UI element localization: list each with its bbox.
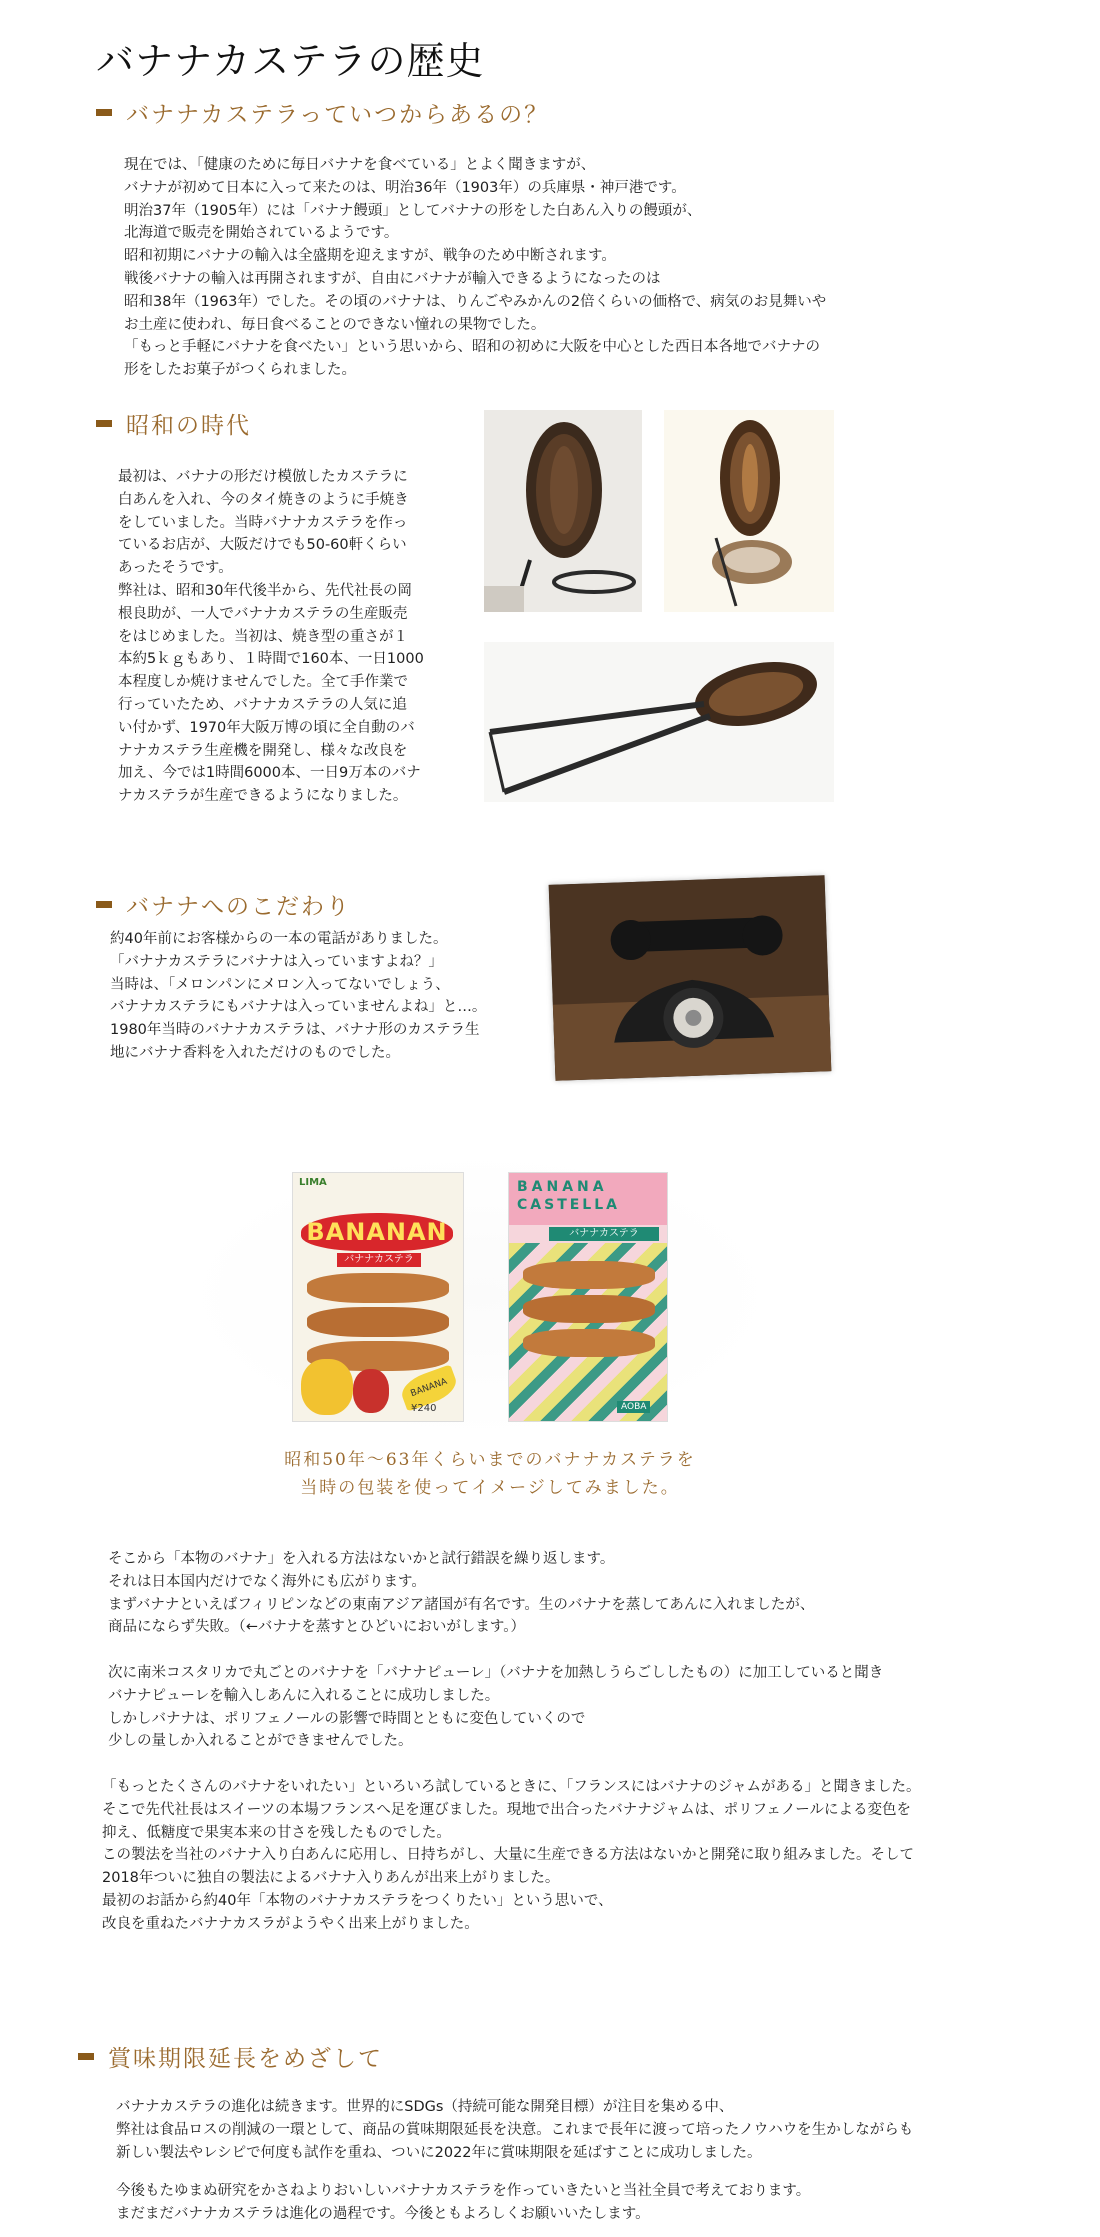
- heading-bar-icon: [96, 901, 112, 908]
- trial-paragraph-3: 「もっとたくさんのバナナをいれたい」といろいろ試しているときに、「フランスにはバナナのジャムがある」と聞きました。 そこで先代社長はスイーツの本場フランスへ足を運びました。現地で出合ったバナナジャムは、ポリフェノールによる変色を 抑え、低糖度で果実本来の甘さを残したものでした。 この製法を当社のバナナ入り白あんに応用し、日持ちがし、大量に生産できる方法はないかと開発に取り組みました。そして 2018年ついに独自の製法によるバナナ入りあんが出来上がりました。 最初のお話から約40年「本物のバナナカステラをつくりたい」という思いで、 改良を重ねたバナナカスラがようやく出来上がりました。: [102, 1779, 921, 1932]
- section-heading-showa-text: 昭和の時代: [126, 413, 251, 439]
- elephant-mascot-icon: [301, 1359, 353, 1415]
- showa-paragraph: 最初は、バナナの形だけ模倣したカステラに 白あんを入れ、今のタイ焼きのように手焼き をしていました。当時バナナカステラを作っ ているお店が、大阪だけでも50-60軒くらい あったそうです。 弊社は、昭和30年代後半から、先代社長の岡 根良助が、一人でバナナカステラの生産販売 をはじめました。当初は、焼き型の重さが１ 本約5ｋｇもあり、１時間で160本、一日1000 本程度しか焼けませんでした。全て手作業で 行っていたため、バナナカステラの人気に追 い付かず、1970年大阪万博の頃に全自動のバ ナナカステラ生産機を開発し、様々な改良を 加え、今では1時間6000本、一日9万本のバナ ナカステラが生産できるようになりました。: [118, 469, 424, 805]
- heading-bar-icon: [78, 2053, 94, 2060]
- trial-paragraph-1: そこから「本物のバナナ」を入れる方法はないかと試行錯誤を繰り返します。 それは日本国内だけでなく海外にも広がります。 まずバナナといえばフィリピンなどの東南アジア諸国が有名です。生のバナナを蒸してあんに入れましたが、 商品にならず失敗。（←バナナを蒸すとひどいにおいがします。）: [108, 1551, 815, 1636]
- section-heading-shelflife: [78, 2040, 383, 2073]
- package-title-line1: BANANA: [517, 1179, 608, 1195]
- mold-photo-2: [664, 410, 834, 612]
- castella-piece: [307, 1273, 449, 1303]
- package2-subtitle: バナナカステラ: [549, 1227, 659, 1241]
- kodawari-paragraph: 約40年前にお客様からの一本の電話がありました。 「バナナカステラにバナナは入っていますよね？」 当時は、「メロンパンにメロン入ってないでしょう、 バナナカステラにもバナナは入っていませんよね」と…。 1980年当時のバナナカステラは、バナナ形のカステラ生 地にバナナ香料を入れただけのものでした。: [110, 931, 487, 1061]
- heading-bar-icon: [96, 420, 112, 427]
- package-backdrop: [200, 1160, 760, 1430]
- origin-paragraph: 現在では、「健康のために毎日バナナを食べている」とよく聞きますが、 バナナが初めて日本に入って来たのは、明治36年（1903年）の兵庫県・神戸港です。 明治37年（1905年）には「バナナ饅頭」としてバナナの形をした白あん入りの饅頭が、 北海道で販売を開始されているようです。 昭和初期にバナナの輸入は全盛期を迎えますが、戦争のため中断されます。 戦後バナナの輸入は再開されますが、自由にバナナが輸入できるようになったのは 昭和38年（1963年）でした。その頃のバナナは、りんごやみかんの2倍くらいの価格で、病気のお見舞いや お土産に使われ、毎日食べることのできない憧れの果物でした。 「もっと手軽にバナナを食べたい」という思いから、昭和の初めに大阪を中心とした西日本各地でバナナの 形をしたお菓子がつくられました。: [124, 157, 827, 379]
- mold-tongs-photo: [484, 642, 834, 802]
- section-heading-kodawari-text: バナナへのこだわり: [126, 894, 351, 920]
- section-heading-kodawari: [96, 888, 351, 921]
- trial-paragraph-2: 次に南米コスタリカで丸ごとのバナナを「バナナピューレ」（バナナを加熱しうらごししたもの）に加工していると聞き バナナピューレを輸入しあんに入れることに成功しました。 しかしバナナは、ポリフェノールの影響で時間とともに変色していくので 少しの量しか入れることができませんでした。: [108, 1665, 884, 1750]
- heading-bar-icon: [96, 109, 112, 116]
- shelflife-paragraph-1: バナナカステラの進化は続きます。世界的にSDGs（持続可能な開発目標）が注目を集める中、 弊社は食品ロスの削減の一環として、商品の賞味期限延長を決意。これまで長年に渡って培ったノウハウを生かしながらも 新しい製法やレシピで何度も試作を重ね、ついに2022年に賞味期限を延ばすことに成功しました。: [116, 2099, 914, 2161]
- shelflife-paragraph-2: 今後もたゆまぬ研究をかさねよりおいしいバナナカステラを作っていきたいと当社全員で考えております。 まだまだバナナカステラは進化の過程です。今後ともよろしくお願いいたします。: [116, 2183, 811, 2222]
- package-title-line2: CASTELLA: [517, 1197, 620, 1213]
- castella-piece: [523, 1329, 655, 1357]
- bananan-brand: LIMA: [299, 1177, 327, 1188]
- bananan-logo: BANANAN: [301, 1213, 453, 1251]
- mold-photo-1: [484, 410, 642, 612]
- banana-label: BANANA: [398, 1364, 461, 1411]
- bananan-package: [292, 1172, 464, 1422]
- telephone-photo: [549, 875, 832, 1081]
- page-title: バナナカステラの歴史: [96, 39, 485, 83]
- monkey-mascot-icon: [353, 1369, 389, 1413]
- section-heading-showa: [96, 407, 251, 440]
- castella-piece: [523, 1261, 655, 1289]
- package-caption: 昭和50年～63年くらいまでのバナナカステラを 当時の包装を使ってイメージしてみました。: [284, 1450, 696, 1498]
- castella-piece: [523, 1295, 655, 1323]
- section-heading-origin: [96, 96, 549, 129]
- castella-piece: [307, 1307, 449, 1337]
- package2-maker: AOBA: [617, 1401, 650, 1413]
- bananan-price: ¥240: [411, 1403, 437, 1414]
- section-heading-origin-text: バナナカステラっていつからあるの？: [126, 102, 550, 128]
- bananan-subtitle: バナナカステラ: [337, 1253, 421, 1267]
- banana-castella-package: [508, 1172, 668, 1422]
- section-heading-shelflife-text: 賞味期限延長をめざして: [108, 2046, 383, 2072]
